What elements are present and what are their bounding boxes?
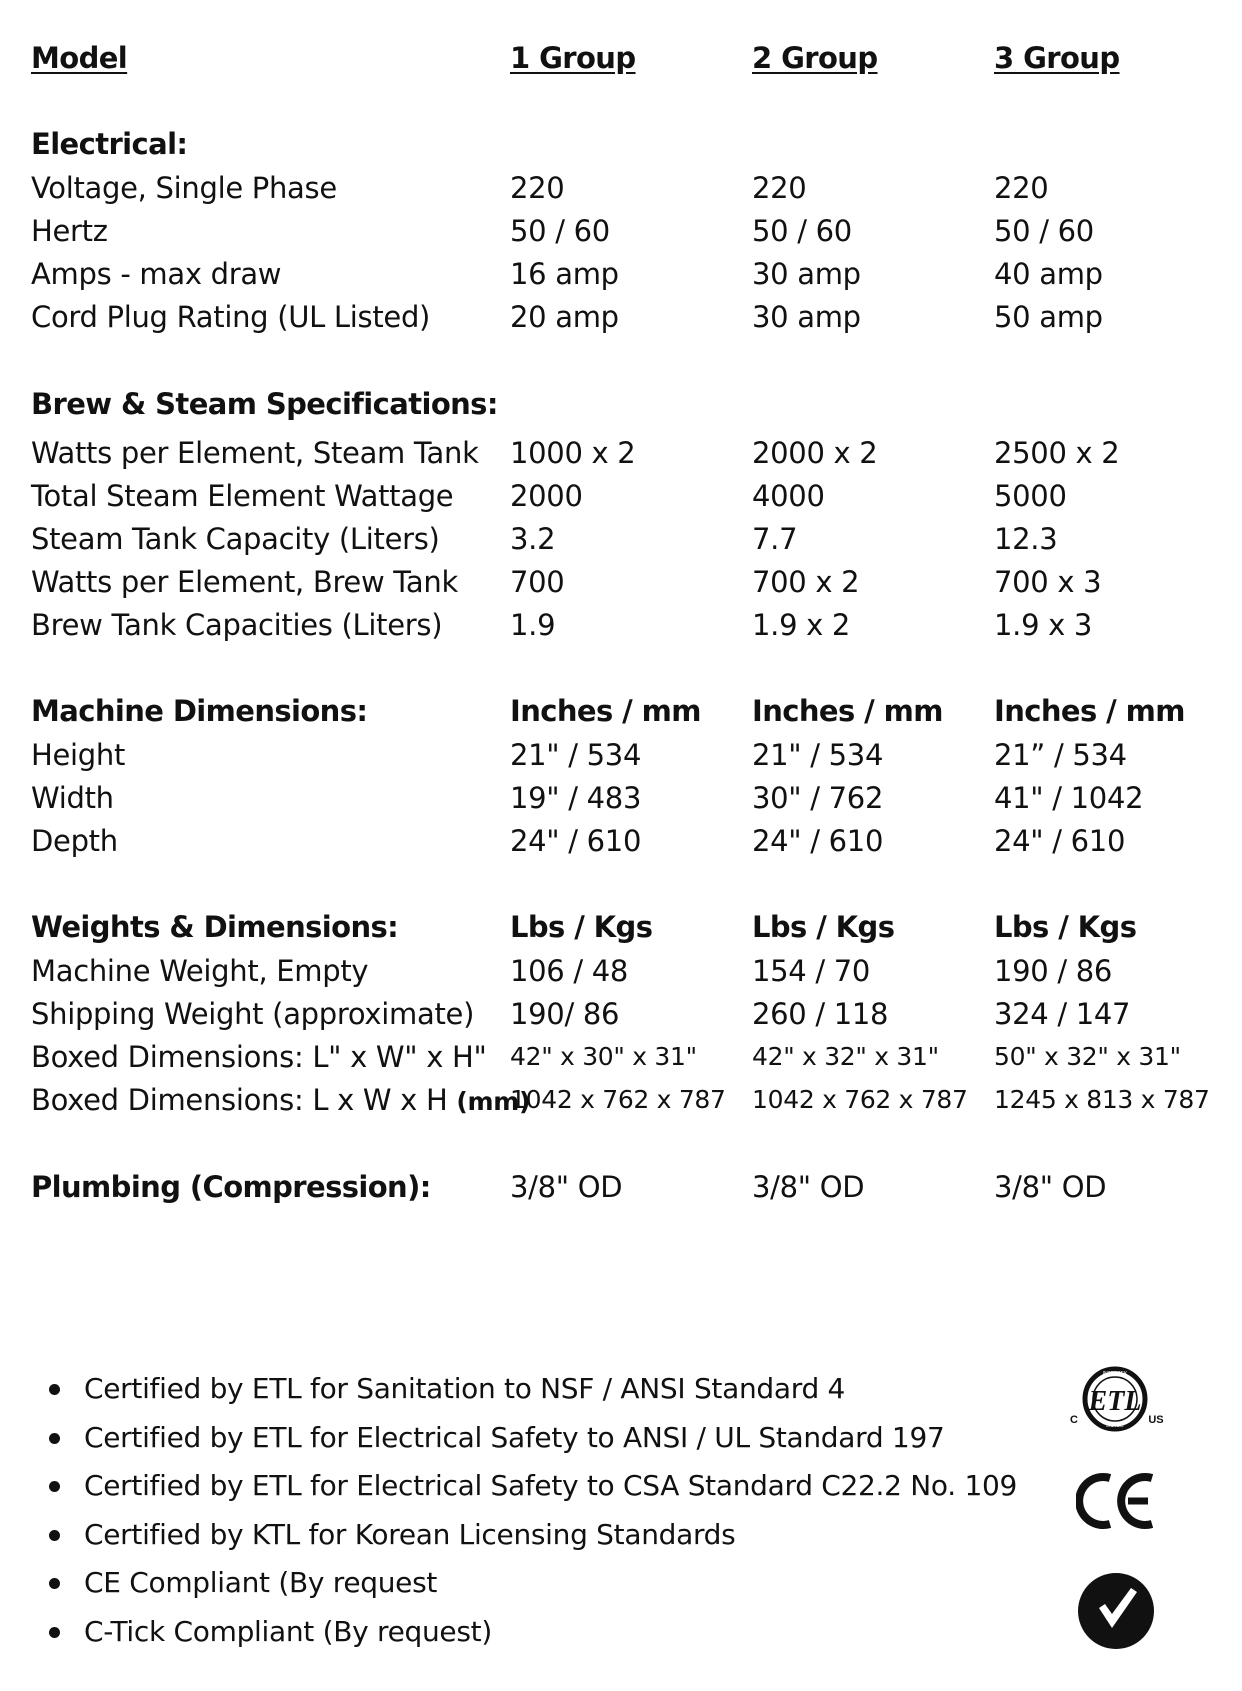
cell-2-group: 50 / 60 <box>752 214 852 248</box>
row-label: Hertz <box>31 214 108 248</box>
cell-1-group: 220 <box>510 171 565 205</box>
bullet-icon <box>49 1627 60 1638</box>
cell-1-group: 20 amp <box>510 300 619 334</box>
cell-1-group: 42" x 30" x 31" <box>510 1042 697 1071</box>
cell-3-group: 190 / 86 <box>994 954 1113 988</box>
bullet-icon <box>49 1384 60 1395</box>
cell-2-group: 700 x 2 <box>752 565 860 599</box>
cell-2-group: 1.9 x 2 <box>752 608 851 642</box>
section-title: Weights & Dimensions: <box>31 910 399 944</box>
list-item <box>0 1414 1000 1463</box>
row-label <box>31 1080 530 1122</box>
row-label: Shipping Weight (approximate) <box>31 997 475 1031</box>
table-row <box>0 562 1242 602</box>
table-row <box>0 735 1242 775</box>
cell-1-group: 50 / 60 <box>510 214 610 248</box>
list-item <box>0 1608 1000 1657</box>
row-label-text: Boxed Dimensions: L x W x H <box>31 1083 457 1117</box>
table-row <box>0 605 1242 645</box>
list-item <box>0 1462 1017 1511</box>
unit-label-1-group: Lbs / Kgs <box>510 910 653 944</box>
certification-text: Certified by ETL for Electrical Safety to CSA Standard C22.2 No. 109 <box>84 1469 1017 1502</box>
section-title: Brew & Steam Specifications: <box>31 387 498 421</box>
certification-text: C-Tick Compliant (By request) <box>84 1614 492 1648</box>
cell-3-group: 12.3 <box>994 522 1058 556</box>
cell-2-group: 30" / 762 <box>752 781 884 815</box>
column-header-1-group: 1 Group <box>510 41 636 75</box>
cell-1-group: 3/8" OD <box>510 1170 623 1204</box>
unit-label-2-group: Lbs / Kgs <box>752 910 895 944</box>
row-label: Brew Tank Capacities (Liters) <box>31 608 443 642</box>
cell-2-group: 1042 x 762 x 787 <box>752 1085 968 1114</box>
cell-1-group: 700 <box>510 565 565 599</box>
cell-1-group: 106 / 48 <box>510 954 629 988</box>
table-row <box>0 1080 1242 1120</box>
cell-2-group: 3/8" OD <box>752 1170 865 1204</box>
cell-2-group: 30 amp <box>752 300 861 334</box>
bullet-icon <box>49 1530 60 1541</box>
unit-label-3-group: Inches / mm <box>994 694 1185 728</box>
cell-1-group: 190/ 86 <box>510 997 620 1031</box>
certification-text: Certified by ETL for Sanitation to NSF / ANSI Standard 4 <box>84 1372 846 1405</box>
section-header-weights-dimensions <box>0 907 1242 947</box>
cell-3-group: 5000 <box>994 479 1067 513</box>
cell-3-group: 21” / 534 <box>994 738 1127 772</box>
row-label: Depth <box>31 824 118 858</box>
cell-3-group: 40 amp <box>994 257 1103 291</box>
etl-top-text: INTERTEK <box>1102 1371 1128 1377</box>
cell-3-group: 50 / 60 <box>994 214 1094 248</box>
cell-1-group: 19" / 483 <box>510 781 642 815</box>
row-label: Watts per Element, Brew Tank <box>31 565 458 599</box>
table-row <box>0 297 1242 337</box>
etl-listed-icon <box>1062 1364 1168 1436</box>
etl-c-text: C <box>1070 1414 1078 1426</box>
cell-1-group: 2000 <box>510 479 583 513</box>
cell-3-group: 1245 x 813 x 787 <box>994 1085 1210 1114</box>
cell-1-group: 24" / 610 <box>510 824 642 858</box>
table-row <box>0 1037 1242 1077</box>
cell-3-group: 50 amp <box>994 300 1103 334</box>
row-label: Height <box>31 738 126 772</box>
cell-2-group: 2000 x 2 <box>752 436 878 470</box>
table-row <box>0 254 1242 294</box>
row-label: Boxed Dimensions: L" x W" x H" <box>31 1040 487 1074</box>
table-row <box>0 951 1242 991</box>
cell-2-group: 154 / 70 <box>752 954 871 988</box>
column-header-2-group: 2 Group <box>752 41 878 75</box>
etl-main-text: ETL <box>1088 1386 1142 1417</box>
unit-label-1-group: Inches / mm <box>510 694 701 728</box>
cell-3-group: 700 x 3 <box>994 565 1102 599</box>
c-tick-icon <box>1075 1570 1157 1652</box>
section-header-brew-steam <box>0 384 1242 424</box>
row-label-unit: (mm) <box>456 1087 531 1116</box>
row-label: Total Steam Element Wattage <box>31 479 454 513</box>
cell-3-group: 1.9 x 3 <box>994 608 1093 642</box>
table-header-row <box>0 38 1242 78</box>
bullet-icon <box>49 1578 60 1589</box>
table-row <box>0 433 1242 473</box>
cell-1-group: 1.9 <box>510 608 556 642</box>
cell-3-group: 324 / 147 <box>994 997 1131 1031</box>
certification-list <box>0 1365 1017 1656</box>
row-label: Watts per Element, Steam Tank <box>31 436 479 470</box>
cell-3-group: 220 <box>994 171 1049 205</box>
model-header: Model <box>31 41 128 75</box>
unit-label-2-group: Inches / mm <box>752 694 943 728</box>
certification-text: Certified by KTL for Korean Licensing Standards <box>84 1517 736 1551</box>
section-title: Machine Dimensions: <box>31 694 368 728</box>
cell-3-group: 41" / 1042 <box>994 781 1144 815</box>
unit-label-3-group: Lbs / Kgs <box>994 910 1137 944</box>
table-row <box>0 211 1242 251</box>
row-label: Machine Weight, Empty <box>31 954 369 988</box>
list-item <box>0 1559 1000 1608</box>
cell-1-group: 1042 x 762 x 787 <box>510 1085 726 1114</box>
column-header-3-group: 3 Group <box>994 41 1120 75</box>
list-item <box>0 1365 1000 1414</box>
section-header-plumbing <box>0 1167 1242 1207</box>
section-title: Plumbing (Compression): <box>31 1170 431 1204</box>
cell-3-group: 2500 x 2 <box>994 436 1120 470</box>
table-row <box>0 821 1242 861</box>
cell-3-group: 50" x 32" x 31" <box>994 1042 1181 1071</box>
cell-3-group: 24" / 610 <box>994 824 1126 858</box>
table-row <box>0 168 1242 208</box>
cell-2-group: 24" / 610 <box>752 824 884 858</box>
row-label: Amps - max draw <box>31 257 282 291</box>
cell-2-group: 4000 <box>752 479 825 513</box>
ce-mark-icon <box>1076 1470 1158 1532</box>
cell-1-group: 21" / 534 <box>510 738 642 772</box>
cell-2-group: 30 amp <box>752 257 861 291</box>
bullet-icon <box>49 1481 60 1492</box>
section-header-machine-dimensions <box>0 691 1242 731</box>
table-row <box>0 994 1242 1034</box>
list-item <box>0 1511 1000 1560</box>
cell-3-group: 3/8" OD <box>994 1170 1107 1204</box>
cell-2-group: 7.7 <box>752 522 798 556</box>
cell-1-group: 1000 x 2 <box>510 436 636 470</box>
row-label: Cord Plug Rating (UL Listed) <box>31 300 431 334</box>
table-row <box>0 778 1242 818</box>
cell-2-group: 260 / 118 <box>752 997 889 1031</box>
cell-1-group: 3.2 <box>510 522 556 556</box>
row-label: Steam Tank Capacity (Liters) <box>31 522 440 556</box>
cell-2-group: 42" x 32" x 31" <box>752 1042 939 1071</box>
certification-text: Certified by ETL for Electrical Safety to ANSI / UL Standard 197 <box>84 1420 945 1454</box>
cell-1-group: 16 amp <box>510 257 619 291</box>
section-title: Electrical: <box>31 127 188 161</box>
table-row <box>0 476 1242 516</box>
bullet-icon <box>49 1433 60 1444</box>
table-row <box>0 519 1242 559</box>
section-header-electrical <box>0 124 1242 164</box>
certification-text: CE Compliant (By request <box>84 1566 438 1599</box>
etl-bottom-text: LISTED <box>1106 1423 1124 1429</box>
row-label: Voltage, Single Phase <box>31 171 337 205</box>
cell-2-group: 220 <box>752 171 807 205</box>
row-label: Width <box>31 781 114 815</box>
etl-us-text: US <box>1148 1414 1164 1426</box>
cell-2-group: 21" / 534 <box>752 738 884 772</box>
